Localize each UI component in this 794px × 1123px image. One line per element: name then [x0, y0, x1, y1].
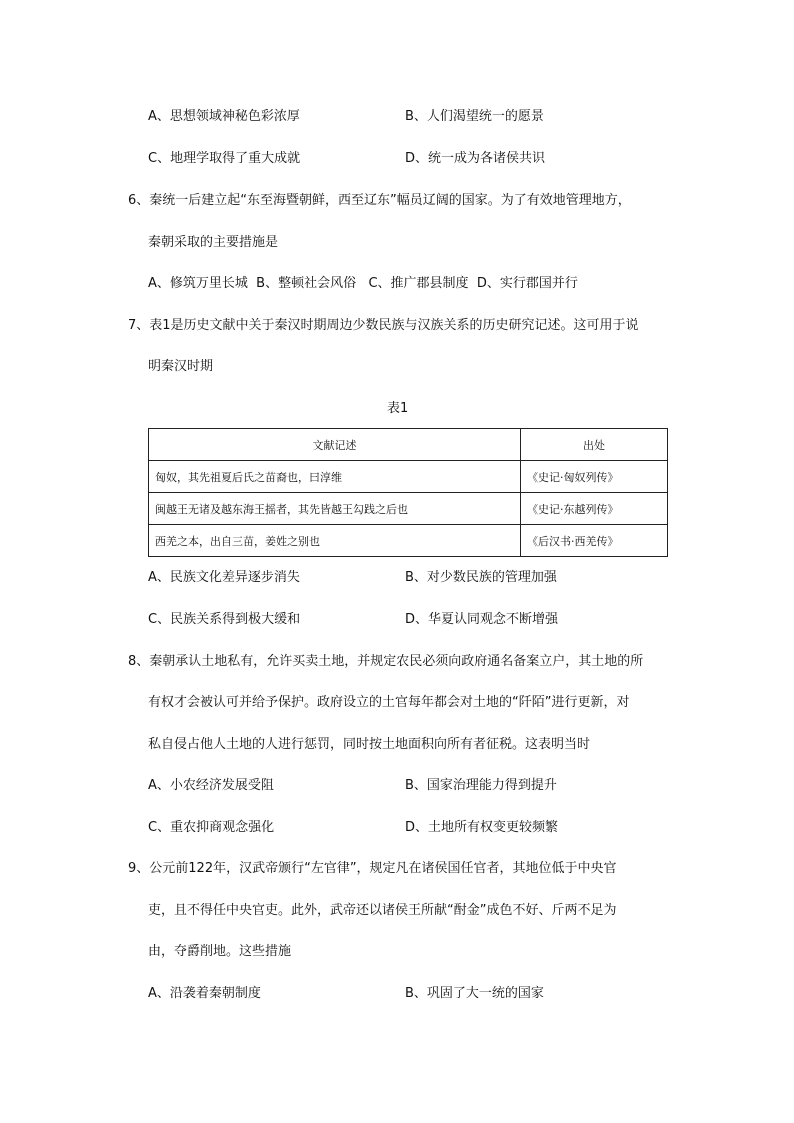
q5-option-b: B、人们渴望统一的愿景 — [405, 109, 544, 124]
q7-option-b: B、对少数民族的管理加强 — [405, 570, 557, 585]
table-caption: 表1 — [387, 401, 409, 416]
q6-stem-line1: 6、秦统一后建立起“东至海暨朝鲜，西至辽东”幅员辽阔的国家。为了有效地管理地方， — [128, 193, 631, 208]
table-cell: 《史记·匈奴列传》 — [521, 461, 668, 493]
table-cell: 《后汉书·西羌传》 — [521, 525, 668, 557]
q8-option-b: B、国家治理能力得到提升 — [405, 778, 557, 793]
q8-option-c: C、重农抑商观念强化 — [148, 820, 275, 835]
q8-stem-line1: 8、秦朝承认土地私有，允许买卖土地，并规定农民必须向政府通名备案立户，其土地的所 — [128, 654, 644, 669]
table-cell: 匈奴，其先祖夏后氏之苗裔也，曰淳维 — [149, 461, 521, 493]
table-row — [149, 493, 668, 525]
source-table — [148, 428, 668, 557]
q8-stem-line3: 私自侵占他人土地的人进行惩罚，同时按土地面积向所有者征税。这表明当时 — [148, 737, 591, 752]
q5-option-a: A、思想领域神秘色彩浓厚 — [148, 109, 300, 124]
q6-stem-line2: 秦朝采取的主要措施是 — [148, 235, 279, 250]
table-header-cell: 文献记述 — [149, 429, 521, 461]
q7-stem-line2: 明秦汉时期 — [148, 359, 214, 374]
q9-option-a: A、沿袭着秦朝制度 — [148, 986, 261, 1001]
q9-stem-line2: 吏，且不得任中央官吏。此外，武帝还以诸侯王所献“酎金”成色不好、斤两不足为 — [148, 903, 617, 918]
table-row — [149, 525, 668, 557]
q8-option-d: D、土地所有权变更较频繁 — [405, 820, 559, 835]
table-cell: 西羌之本，出自三苗，姜姓之别也 — [149, 525, 521, 557]
q5-option-c: C、地理学取得了重大成就 — [148, 151, 301, 166]
q7-option-c: C、民族关系得到极大缓和 — [148, 612, 301, 627]
q7-stem-line1: 7、表1是历史文献中关于秦汉时期周边少数民族与汉族关系的历史研究记述。这可用于说 — [128, 318, 639, 333]
q9-option-b: B、巩固了大一统的国家 — [405, 986, 544, 1001]
q9-stem-line1: 9、公元前122年，汉武帝颁行“左官律”，规定凡在诸侯国任官者，其地位低于中央官 — [128, 861, 617, 876]
table-row — [149, 461, 668, 493]
q8-stem-line2: 有权才会被认可并给予保护。政府设立的土官每年都会对土地的“阡陌”进行更新，对 — [148, 695, 630, 710]
q8-option-a: A、小农经济发展受阻 — [148, 778, 274, 793]
table-header-row — [149, 429, 668, 461]
table-cell: 《史记·东越列传》 — [521, 493, 668, 525]
q6-options: A、修筑万里长城 B、整顿社会风俗 C、推广郡县制度 D、实行郡国并行 — [148, 276, 578, 291]
q7-option-d: D、华夏认同观念不断增强 — [405, 612, 559, 627]
q7-option-a: A、民族文化差异逐步消失 — [148, 570, 300, 585]
table-header-cell: 出处 — [521, 429, 668, 461]
q9-stem-line3: 由，夺爵削地。这些措施 — [148, 944, 292, 959]
q5-option-d: D、统一成为各诸侯共识 — [405, 151, 546, 166]
table-cell: 闽越王无诸及越东海王摇者，其先皆越王勾践之后也 — [149, 493, 521, 525]
